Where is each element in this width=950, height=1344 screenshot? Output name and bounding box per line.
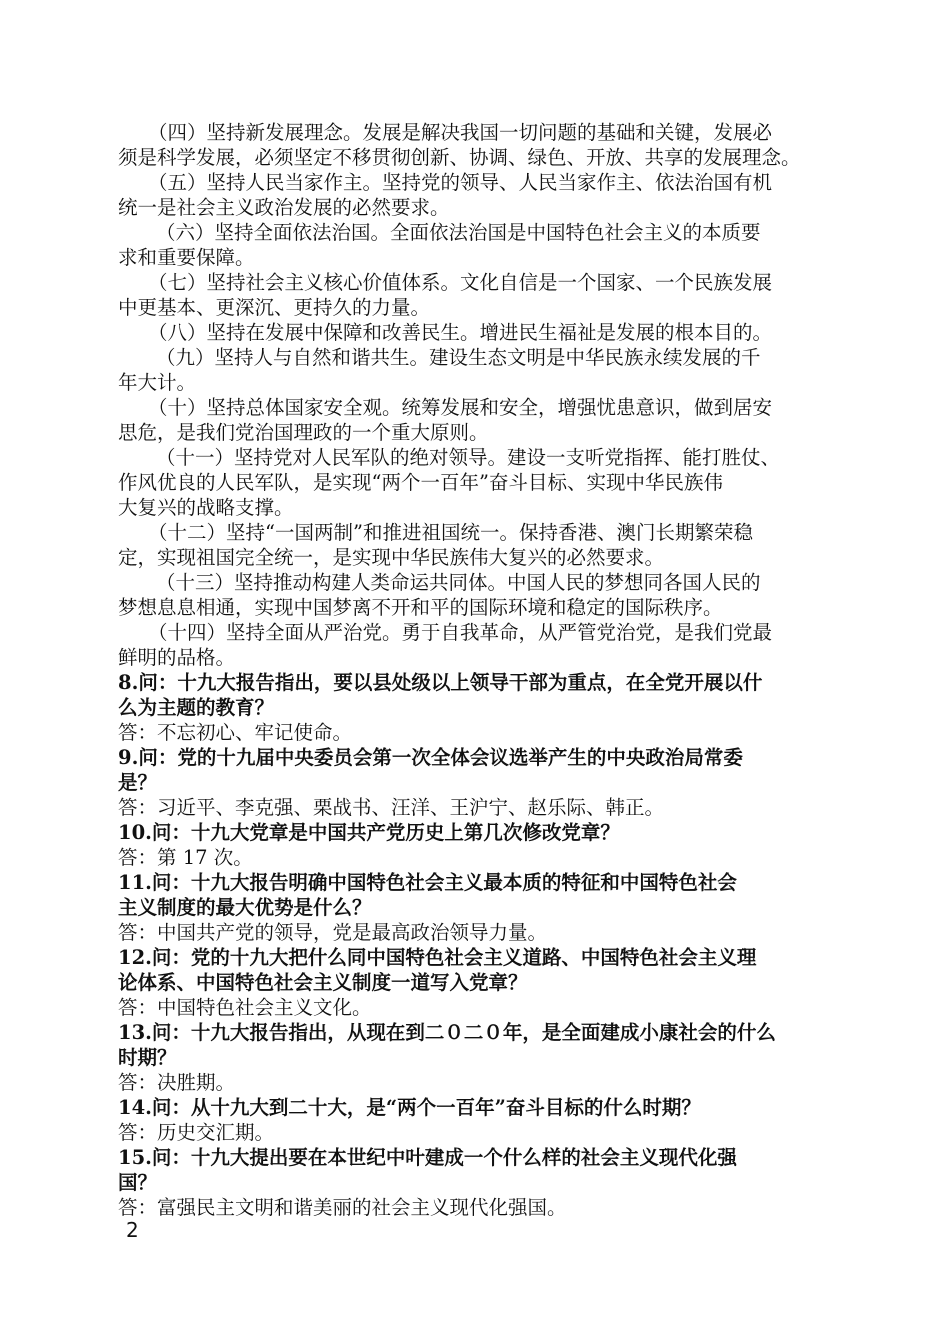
principle-item (118, 345, 838, 395)
answer-line: 答：决胜期。 (118, 1071, 236, 1094)
question-line: 国？ (118, 1171, 158, 1194)
principle-item (118, 120, 838, 170)
principles-section (118, 120, 838, 670)
question-line: 14.问：从十九大到二十大，是“两个一百年”奋斗目标的什么时期？ (118, 1096, 701, 1119)
principle-line: 求和重要保障。 (118, 246, 255, 269)
page-number: 2 (126, 1218, 139, 1242)
question-line: 主义制度的最大优势是什么？ (118, 896, 372, 919)
principle-line: 鲜明的品格。 (118, 646, 236, 669)
principle-item (118, 320, 838, 345)
question-line: 是？ (118, 771, 158, 794)
principle-line: 梦想息息相通，实现中国梦离不开和平的国际环境和稳定的国际秩序。 (118, 596, 723, 619)
principle-line: 须是科学发展，必须坚定不移贯彻创新、协调、绿色、开放、共享的发展理念。 (118, 146, 801, 169)
answer-line: 答：中国共产党的领导，党是最高政治领导力量。 (118, 921, 548, 944)
principle-line: （十一）坚持党对人民军队的绝对领导。建设一支听党指挥、能打胜仗、 (156, 446, 781, 469)
qa-item (118, 1095, 838, 1145)
principle-line: 思危，是我们党治国理政的一个重大原则。 (118, 421, 489, 444)
principle-item (118, 445, 838, 520)
principle-item (118, 620, 838, 670)
principle-line: 中更基本、更深沉、更持久的力量。 (118, 296, 431, 319)
qa-item (118, 670, 838, 745)
qa-item (118, 820, 838, 870)
answer-line: 答：富强民主文明和谐美丽的社会主义现代化强国。 (118, 1196, 567, 1219)
principle-item (118, 270, 838, 320)
principle-line: 年大计。 (118, 371, 197, 394)
question-line: 论体系、中国特色社会主义制度一道写入党章？ (118, 971, 528, 994)
question-line: 11.问：十九大报告明确中国特色社会主义最本质的特征和中国特色社会 (118, 871, 737, 894)
principle-item (118, 170, 838, 220)
answer-line: 答：第 17 次。 (118, 846, 253, 869)
principle-line: （八）坚持在发展中保障和改善民生。增进民生福祉是发展的根本目的。 (148, 321, 773, 344)
qa-item (118, 870, 838, 945)
question-line: 么为主题的教育？ (118, 696, 275, 719)
principle-line: （十）坚持总体国家安全观。统筹发展和安全，增强忧患意识，做到居安 (148, 396, 773, 419)
answer-line: 答：不忘初心、牢记使命。 (118, 721, 353, 744)
principle-line: （四）坚持新发展理念。发展是解决我国一切问题的基础和关键，发展必 (148, 121, 773, 144)
question-line: 15.问：十九大提出要在本世纪中叶建成一个什么样的社会主义现代化强 (118, 1146, 737, 1169)
qa-item (118, 1145, 838, 1220)
principle-line: （五）坚持人民当家作主。坚持党的领导、人民当家作主、依法治国有机 (148, 171, 773, 194)
question-line: 13.问：十九大报告指出，从现在到二０二０年，是全面建成小康社会的什么 (118, 1021, 776, 1044)
question-line: 12.问：党的十九大把什么同中国特色社会主义道路、中国特色社会主义理 (118, 946, 757, 969)
principle-line: （十三）坚持推动构建人类命运共同体。中国人民的梦想同各国人民的 (156, 571, 761, 594)
principle-item (118, 395, 838, 445)
document-body (118, 120, 838, 1220)
principle-line: （六）坚持全面依法治国。全面依法治国是中国特色社会主义的本质要 (156, 221, 761, 244)
principle-line: （十四）坚持全面从严治党。勇于自我革命，从严管党治党，是我们党最 (148, 621, 773, 644)
qa-item (118, 945, 838, 1020)
answer-line: 答：历史交汇期。 (118, 1121, 275, 1144)
question-line: 8.问：十九大报告指出，要以县处级以上领导干部为重点，在全党开展以什 (118, 671, 763, 694)
answer-line: 答：中国特色社会主义文化。 (118, 996, 372, 1019)
qa-section (118, 670, 838, 1220)
principle-line: 作风优良的人民军队，是实现“两个一百年”奋斗目标、实现中华民族伟 (118, 471, 723, 494)
question-line: 10.问：十九大党章是中国共产党历史上第几次修改党章？ (118, 821, 620, 844)
principle-item (118, 220, 838, 270)
principle-line: 统一是社会主义政治发展的必然要求。 (118, 196, 450, 219)
principle-item (118, 570, 838, 620)
principle-line: （九）坚持人与自然和谐共生。建设生态文明是中华民族永续发展的千 (156, 346, 761, 369)
principle-item (118, 520, 838, 570)
principle-line: （七）坚持社会主义核心价值体系。文化自信是一个国家、一个民族发展 (148, 271, 773, 294)
question-line: 9.问：党的十九届中央委员会第一次全体会议选举产生的中央政治局常委 (118, 746, 743, 769)
principle-line: （十二）坚持“一国两制”和推进祖国统一。保持香港、澳门长期繁荣稳 (148, 521, 753, 544)
qa-item (118, 745, 838, 820)
question-line: 时期？ (118, 1046, 177, 1069)
answer-line: 答：习近平、李克强、栗战书、汪洋、王沪宁、赵乐际、韩正。 (118, 796, 665, 819)
principle-line: 定，实现祖国完全统一，是实现中华民族伟大复兴的必然要求。 (118, 546, 665, 569)
qa-item (118, 1020, 838, 1095)
principle-line: 大复兴的战略支撑。 (118, 496, 294, 519)
